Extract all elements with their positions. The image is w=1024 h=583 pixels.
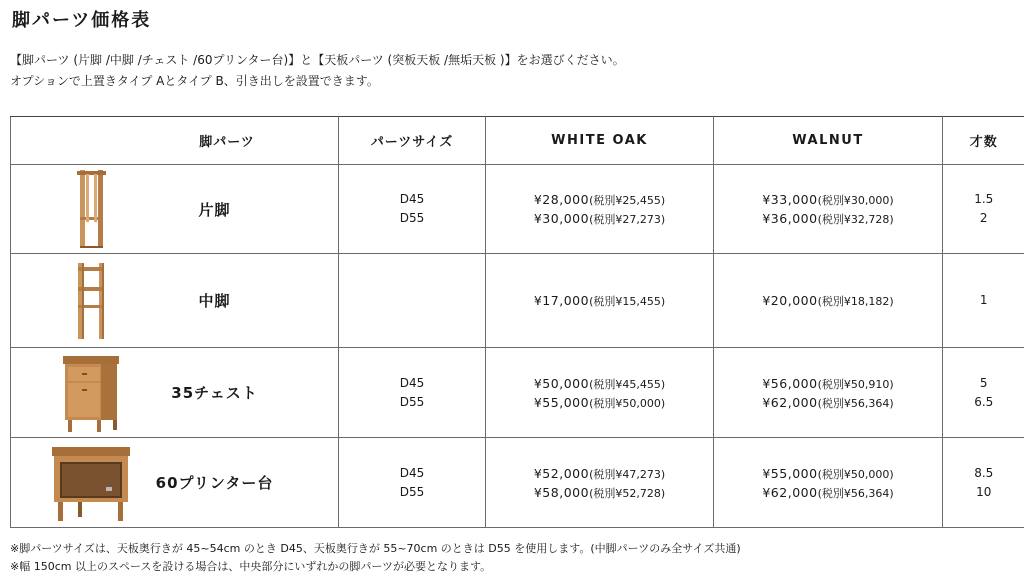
tax-value: (税別¥25,455) — [589, 194, 666, 207]
tax-value: (税別¥47,273) — [589, 467, 666, 481]
size-value: D45 — [399, 375, 425, 390]
walnut-cell — [714, 165, 943, 254]
sai-value: 2 — [979, 211, 988, 225]
footnotes — [10, 540, 741, 576]
tax-value: (税別¥50,000) — [589, 396, 666, 410]
price-value: ¥33,000 — [762, 192, 818, 207]
price-value: ¥36,000 — [762, 211, 818, 226]
tax-value: (税別¥56,364) — [817, 486, 894, 500]
tax-value: (税別¥45,455) — [589, 377, 666, 391]
header-walnut: WALNUT — [714, 117, 943, 165]
part-cell — [11, 254, 339, 348]
price-value: ¥62,000 — [762, 394, 818, 410]
sai-value: 10 — [976, 484, 992, 499]
tax-value: (税別¥27,273) — [589, 213, 666, 226]
table-row — [11, 438, 1024, 528]
middle-leg-icon — [31, 254, 151, 347]
sai-cell — [943, 438, 1024, 528]
walnut-cell — [714, 254, 943, 348]
sai-cell — [943, 165, 1024, 254]
single-leg-icon — [31, 165, 151, 253]
table-row — [11, 165, 1024, 254]
price-value: ¥58,000 — [533, 484, 590, 500]
sai-cell — [943, 348, 1024, 438]
part-name: 片脚 — [198, 200, 231, 219]
price-value: ¥30,000 — [533, 211, 590, 226]
size-cell — [339, 165, 486, 254]
price-value: ¥50,000 — [533, 375, 590, 391]
size-value: D45 — [399, 192, 425, 206]
part-cell — [11, 438, 339, 528]
footnote: ※脚パーツサイズは、天板奥行きが 45~54cm のとき D45、天板奥行きが 55~70cm のときは D55 を使用します。(中脚パーツのみ全サイズ共通) — [10, 542, 741, 555]
white-oak-cell — [486, 165, 714, 254]
header-white-oak: WHITE OAK — [486, 117, 714, 165]
part-name: 中脚 — [198, 292, 231, 310]
part-name: 60プリンター台 — [155, 474, 274, 492]
tax-value: (税別¥50,910) — [817, 377, 894, 391]
footnote: ※幅 150cm 以上のスペースを設ける場合は、中央部分にいずれかの脚パーツが必要となります。 — [10, 560, 492, 573]
sai-value: 5 — [979, 375, 988, 390]
price-value: ¥52,000 — [533, 465, 590, 481]
price-value: ¥56,000 — [762, 375, 818, 391]
tax-value: (税別¥32,728) — [817, 213, 894, 226]
tax-value: (税別¥50,000) — [817, 467, 894, 481]
white-oak-cell — [486, 348, 714, 438]
part-name: 35チェスト — [171, 384, 258, 402]
white-oak-cell — [486, 254, 714, 348]
table-row — [11, 348, 1024, 438]
intro-line-1: 【脚パーツ (片脚 /中脚 /チェスト /60プリンター台)】と【天板パーツ (突板天板 /無垢天板 )】をお選びください。 — [10, 53, 625, 67]
header-size: パーツサイズ — [339, 117, 486, 165]
sai-value: 1.5 — [974, 192, 994, 206]
printer-stand-icon — [31, 438, 151, 527]
sai-value: 6.5 — [974, 394, 994, 409]
size-cell — [339, 254, 486, 348]
part-cell — [11, 348, 339, 438]
price-value: ¥55,000 — [533, 394, 590, 410]
size-value: D45 — [399, 465, 425, 480]
tax-value: (税別¥30,000) — [817, 194, 894, 207]
header-sai: 才数 — [943, 117, 1024, 165]
price-table — [10, 116, 1024, 528]
chest-icon — [31, 348, 151, 437]
tax-value: (税別¥52,728) — [589, 486, 666, 500]
part-cell — [11, 165, 339, 254]
sai-cell — [943, 254, 1024, 348]
tax-value: (税別¥56,364) — [817, 396, 894, 410]
white-oak-cell — [486, 438, 714, 528]
price-value: ¥28,000 — [533, 192, 590, 207]
size-value: D55 — [399, 211, 425, 225]
size-cell — [339, 438, 486, 528]
sai-value: 8.5 — [974, 465, 994, 480]
price-value: ¥62,000 — [762, 484, 818, 500]
walnut-cell — [714, 438, 943, 528]
intro-text — [10, 50, 625, 92]
intro-line-2: オプションで上置きタイプ Aとタイプ B、引き出しを設置できます。 — [10, 74, 379, 88]
table-row — [11, 254, 1024, 348]
header-row — [11, 117, 1024, 165]
walnut-cell — [714, 348, 943, 438]
header-part — [11, 117, 339, 165]
tax-value: (税別¥18,182) — [817, 295, 894, 308]
tax-value: (税別¥15,455) — [589, 295, 666, 308]
size-value: D55 — [399, 484, 425, 499]
header-part-label: 脚パーツ — [199, 135, 255, 150]
price-value: ¥55,000 — [762, 465, 818, 481]
size-cell — [339, 348, 486, 438]
price-value: ¥20,000 — [762, 293, 818, 308]
sai-value: 1 — [979, 293, 988, 307]
price-value: ¥17,000 — [533, 293, 590, 308]
page-title: 脚パーツ価格表 — [12, 10, 152, 31]
size-value: D55 — [399, 394, 425, 409]
